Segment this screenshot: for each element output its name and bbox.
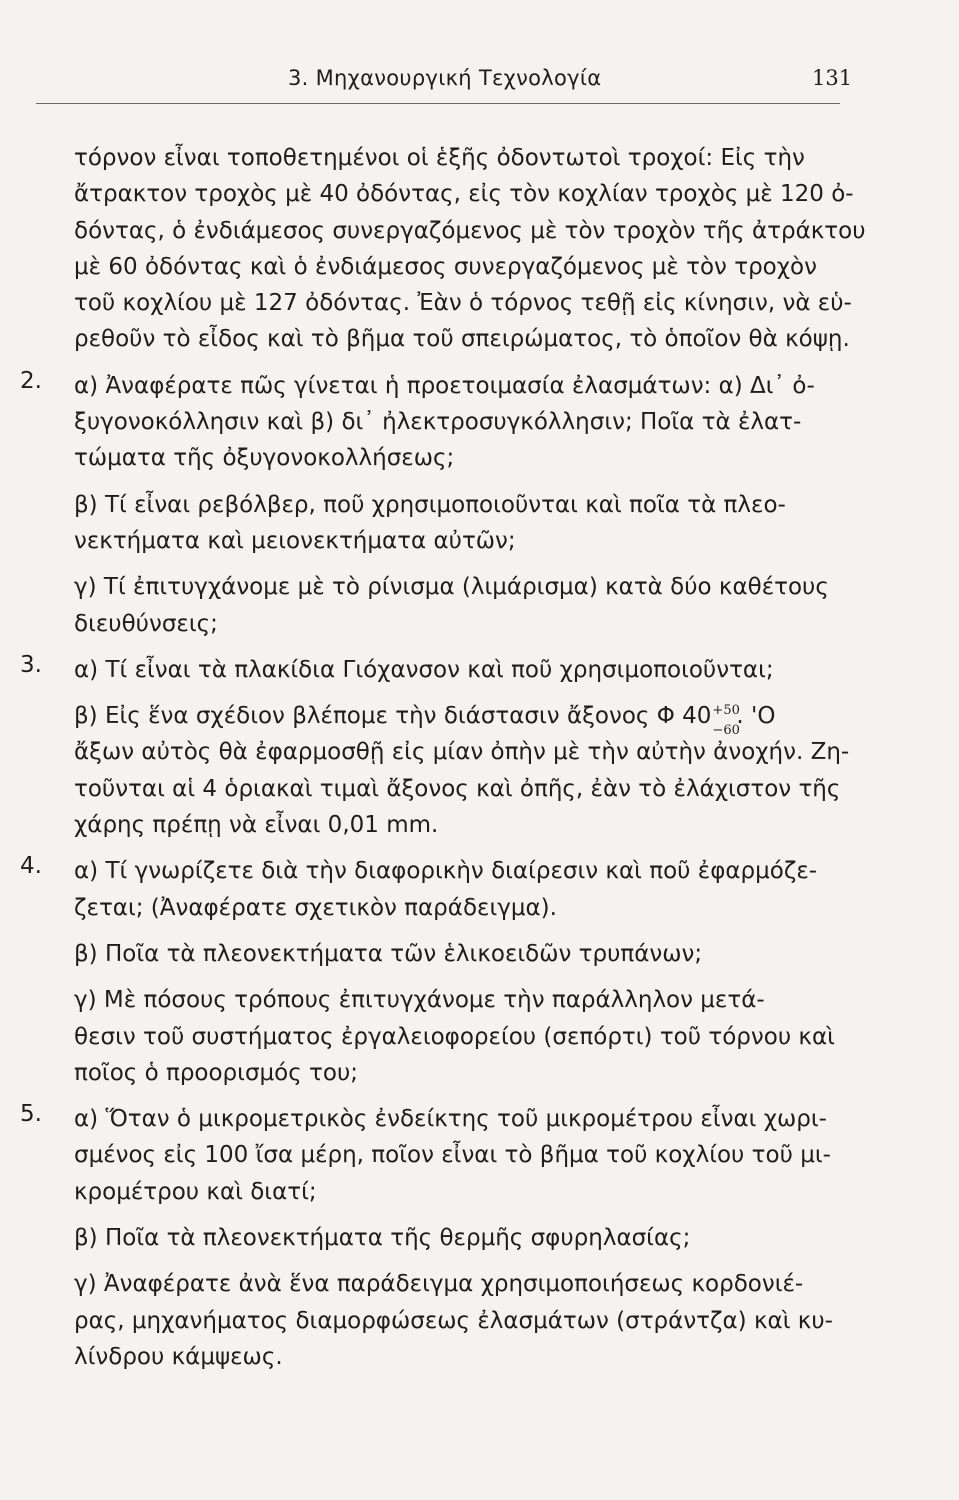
text-line: τοῦνται αἱ 4 ὁριακαὶ τιμαὶ ἄξονος καὶ ὀπῆς, ἐὰν τὸ ἐλάχιστον τῆς <box>74 775 841 802</box>
sub-question-b <box>74 487 864 560</box>
sub-question-a: α) Τί εἶναι τὰ πλακίδια Γιόχανσον καὶ ποῦ χρησιμοποιοῦνται; <box>74 656 774 683</box>
sub-question-a <box>74 1101 864 1210</box>
text-line: νεκτήματα καὶ μειονεκτήματα αὐτῶν; <box>74 527 516 554</box>
text-line: ζεται; (Ἀναφέρατε σχετικὸν παράδειγμα). <box>74 894 557 921</box>
question-2 <box>20 367 864 642</box>
text-line: ρεθοῦν τὸ εἶδος καὶ τὸ βῆμα τοῦ σπειρώματος, τὸ ὁποῖον θὰ κόψῃ. <box>74 326 850 353</box>
question-4 <box>20 853 864 1091</box>
question-number: 2. <box>20 367 42 394</box>
question-number: 3. <box>20 651 42 678</box>
text-line: ποῖος ὁ προορισμός του; <box>74 1059 359 1086</box>
sub-question-a <box>74 368 864 477</box>
question-5 <box>20 1101 864 1375</box>
text-line: ξυγονοκόλλησιν καὶ β) δι᾽ ἠλεκτροσυγκόλλησιν; Ποῖα τὰ ἐλατ- <box>74 409 802 436</box>
text-line: διευθύνσεις; <box>74 610 218 637</box>
text-line: γ) Μὲ πόσους τρόπους ἐπιτυγχάνομε τὴν παράλληλον μετά- <box>74 987 765 1014</box>
sub-question-b <box>74 698 864 843</box>
tolerance <box>712 702 740 738</box>
text-line: ἄξων αὐτὸς θὰ ἐφαρμοσθῇ εἰς μίαν ὀπὴν μὲ τὴν αὐτὴν ἀνοχήν. Ζη- <box>74 739 850 766</box>
sub-question-a <box>74 853 864 926</box>
text-line: σμένος εἰς 100 ἴσα μέρη, ποῖον εἶναι τὸ βῆμα τοῦ κοχλίου τοῦ μι- <box>74 1142 831 1169</box>
text-line: γ) Ἀναφέρατε ἀνὰ ἕνα παράδειγμα χρησιμοποιήσεως κορδονιέ- <box>74 1271 804 1298</box>
page-body <box>20 140 866 1375</box>
tolerance-lower: −60 <box>712 722 740 738</box>
text-line: μὲ 60 ὀδόντας καὶ ὁ ἐνδιάμεσος συνεργαζόμενος μὲ τὸν τροχὸν <box>74 253 817 280</box>
header-rule <box>36 103 840 104</box>
text-line: ἄτρακτον τροχὸς μὲ 40 ὀδόντας, εἰς τὸν κοχλίαν τροχὸς μὲ 120 ὀ- <box>74 181 854 208</box>
text-line <box>74 698 864 738</box>
text-line: τοῦ κοχλίου μὲ 127 ὀδόντας. Ἐὰν ὁ τόρνος τεθῇ εἰς κίνησιν, νὰ εὑ- <box>74 290 852 317</box>
text-line: δόντας, ὁ ἐνδιάμεσος συνεργαζόμενος μὲ τὸν τροχὸν τῆς ἀτράκτου <box>74 217 866 244</box>
sub-question-c <box>74 1266 864 1375</box>
sub-question-c <box>74 982 864 1091</box>
question-number: 4. <box>20 853 42 880</box>
text-line: χάρης πρέπῃ νὰ εἶναι 0,01 mm. <box>74 812 439 839</box>
question-number: 5. <box>20 1101 42 1128</box>
text-line: α) Ὅταν ὁ μικρομετρικὸς ἐνδείκτης τοῦ μικρομέτρου εἶναι χωρι- <box>74 1106 827 1133</box>
dimension-tail: . 'Ο <box>736 703 776 730</box>
chapter-title: 3. Μηχανουργική Τεχνολογία <box>288 66 602 90</box>
running-header <box>0 66 959 106</box>
text-line: τόρνον εἶναι τοποθετημένοι οἱ ἑξῆς ὀδοντωτοὶ τροχοί: Εἰς τὴν <box>74 145 805 171</box>
sub-question-b: β) Ποῖα τὰ πλεονεκτήματα τῆς θερμῆς σφυρηλασίας; <box>74 1225 691 1252</box>
text-line: τώματα τῆς ὀξυγονοκολλήσεως; <box>74 445 455 472</box>
text-line: κρομέτρου καὶ διατί; <box>74 1178 317 1205</box>
text-line: α) Ἀναφέρατε πῶς γίνεται ἡ προετοιμασία ἐλασμάτων: α) Δι᾽ ὀ- <box>74 372 815 399</box>
text-line: θεσιν τοῦ συστήματος ἐργαλειοφορείου (σεπόρτι) τοῦ τόρνου καὶ <box>74 1023 835 1050</box>
text-line: α) Τί γνωρίζετε διὰ τὴν διαφορικὴν διαίρεσιν καὶ ποῦ ἐφαρμόζε- <box>74 858 818 885</box>
sub-question-c <box>74 569 864 642</box>
text-line: ρας, μηχανήματος διαμορφώσεως ἐλασμάτων (στράντζα) καὶ κυ- <box>74 1307 833 1334</box>
tolerance-upper: +50 <box>712 702 740 718</box>
dimension-text: β) Εἰς ἕνα σχέδιον βλέπομε τὴν διάστασιν ἄξονος Φ 40 <box>74 703 712 730</box>
question-3 <box>20 651 864 843</box>
intro-paragraph <box>74 140 864 358</box>
text-line: β) Τί εἶναι ρεβόλβερ, ποῦ χρησιμοποιοῦνται καὶ ποῖα τὰ πλεο- <box>74 491 786 518</box>
sub-question-b: β) Ποῖα τὰ πλεονεκτήματα τῶν ἑλικοειδῶν τρυπάνων; <box>74 940 703 967</box>
page-number: 131 <box>812 66 853 90</box>
text-line: γ) Τί ἐπιτυγχάνομε μὲ τὸ ρίνισμα (λιμάρισμα) κατὰ δύο καθέτους <box>74 574 829 601</box>
text-line: λίνδρου κάμψεως. <box>74 1343 283 1370</box>
